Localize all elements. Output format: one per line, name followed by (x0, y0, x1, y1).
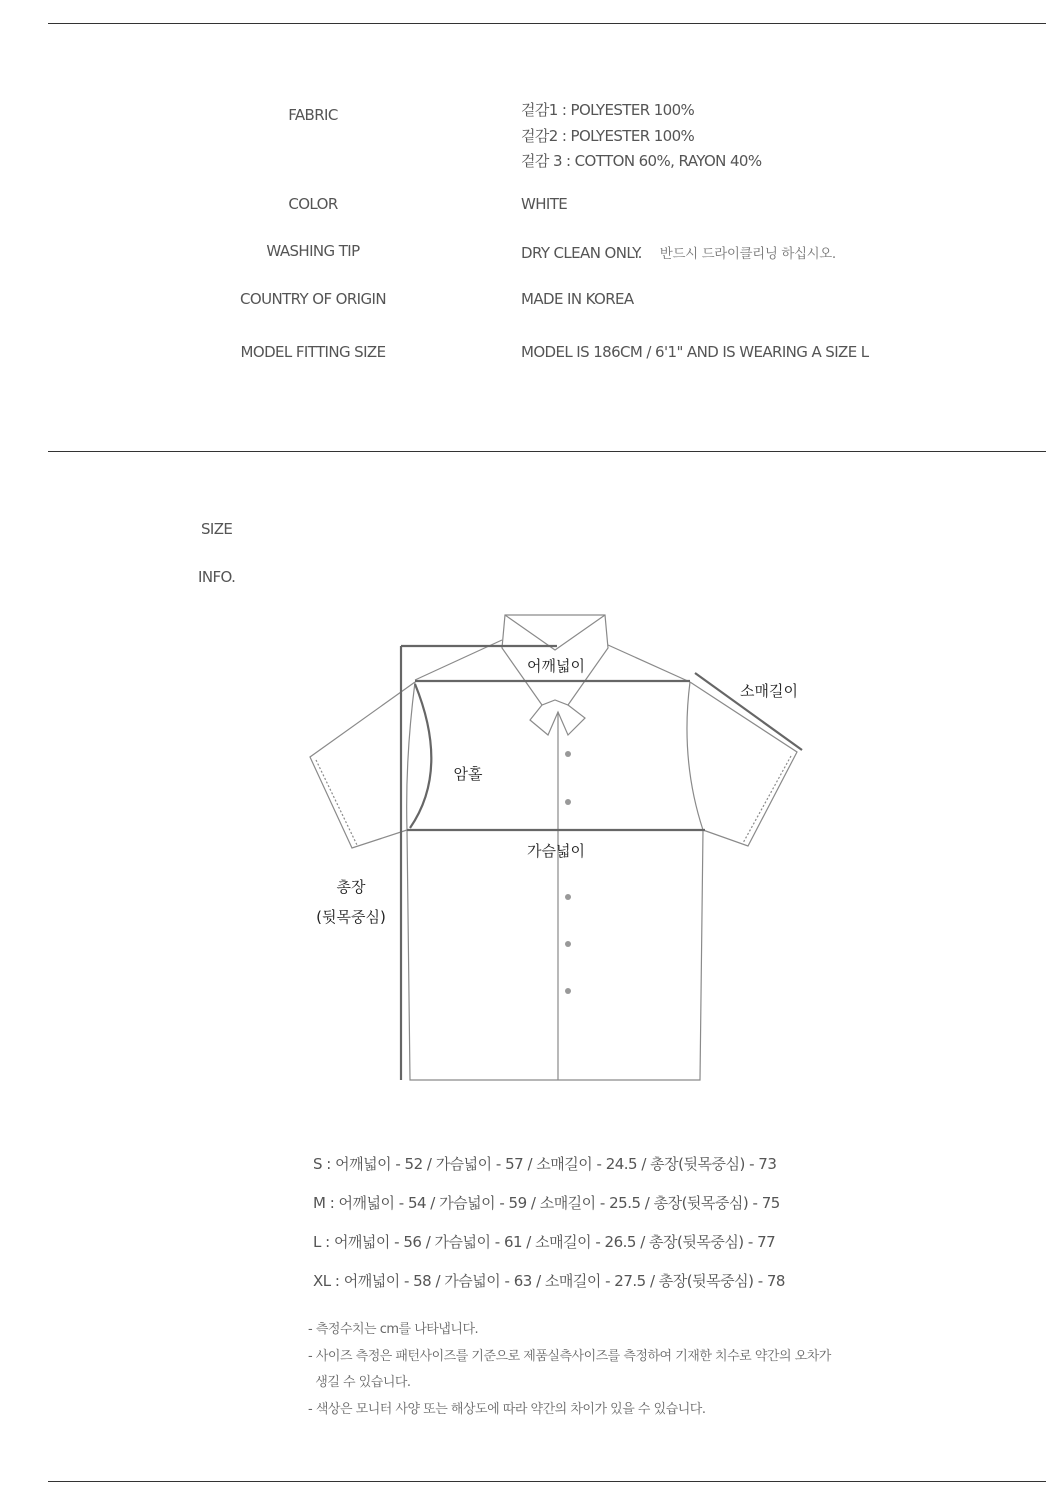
armhole-measure-curve (410, 684, 431, 828)
length-label-line1: 총장 (336, 878, 366, 896)
size-row-l: L : 어깨넓이 - 56 / 가슴넓이 - 61 / 소매길이 - 26.5 / 총장(뒷목중심) - 77 (313, 1233, 776, 1251)
washing-tip-note: 반드시 드라이클리닝 하십시오. (659, 246, 836, 262)
size-info-title-line1: SIZE (201, 520, 233, 538)
fabric-line-1: 겉감1 : POLYESTER 100% (521, 101, 695, 119)
shirt-button-3 (565, 894, 571, 900)
size-row-xl: XL : 어깨넓이 - 58 / 가슴넓이 - 63 / 소매길이 - 27.5 / 총장(뒷목중심) - 78 (313, 1272, 785, 1290)
fabric-line-3: 겉감 3 : COTTON 60%, RAYON 40% (521, 152, 762, 170)
note-2: - 사이즈 측정은 패턴사이즈를 기준으로 제품실측사이즈를 측정하여 기재한 치수로 약간의 오차가 (308, 1349, 831, 1364)
shirt-button-1 (565, 751, 571, 757)
washing-tip-label: WASHING TIP (266, 242, 360, 260)
shirt-body (407, 830, 703, 1080)
sleeve-label: 소매길이 (740, 682, 798, 700)
bottom-divider (48, 1481, 1046, 1482)
color-label: COLOR (288, 195, 338, 213)
length-label-line2: (뒷목중심) (316, 908, 386, 926)
shirt-measurement-diagram (0, 600, 1063, 1100)
note-3: 생길 수 있습니다. (308, 1375, 411, 1390)
shoulder-label: 어깨넓이 (527, 657, 585, 675)
armhole-label: 암홀 (453, 765, 483, 783)
fabric-line-2: 겉감2 : POLYESTER 100% (521, 126, 695, 145)
shirt-button-5 (565, 988, 571, 994)
washing-tip-text: DRY CLEAN ONLY. (521, 244, 642, 262)
shirt-button-4 (565, 941, 571, 947)
size-row-m: M : 어깨넓이 - 54 / 가슴넓이 - 59 / 소매길이 - 25.5 / 총장(뒷목중심) - 75 (313, 1194, 780, 1212)
washing-tip-value (521, 242, 836, 262)
shirt-left-sleeve (310, 682, 415, 848)
color-value: WHITE (521, 195, 568, 213)
fabric-label: FABRIC (288, 106, 338, 124)
model-fitting-size-label: MODEL FITTING SIZE (240, 343, 386, 361)
fabric-value (521, 98, 761, 175)
note-4: - 색상은 모니터 사양 또는 해상도에 따라 약간의 차이가 있을 수 있습니다. (308, 1402, 706, 1417)
size-row-s: S : 어깨넓이 - 52 / 가슴넓이 - 57 / 소매길이 - 24.5 / 총장(뒷목중심) - 73 (313, 1155, 777, 1173)
chest-label: 가슴넓이 (527, 842, 585, 860)
country-of-origin-label: COUNTRY OF ORIGIN (240, 290, 386, 308)
shirt-button-2 (565, 799, 571, 805)
country-of-origin-value: MADE IN KOREA (521, 290, 634, 308)
note-1: - 측정수치는 cm를 나타냅니다. (308, 1322, 479, 1337)
size-info-title-line2: INFO. (198, 568, 236, 586)
section-divider (48, 451, 1046, 452)
model-fitting-size-value: MODEL IS 186CM / 6'1" AND IS WEARING A SIZE L (521, 343, 869, 361)
top-divider (48, 23, 1046, 24)
